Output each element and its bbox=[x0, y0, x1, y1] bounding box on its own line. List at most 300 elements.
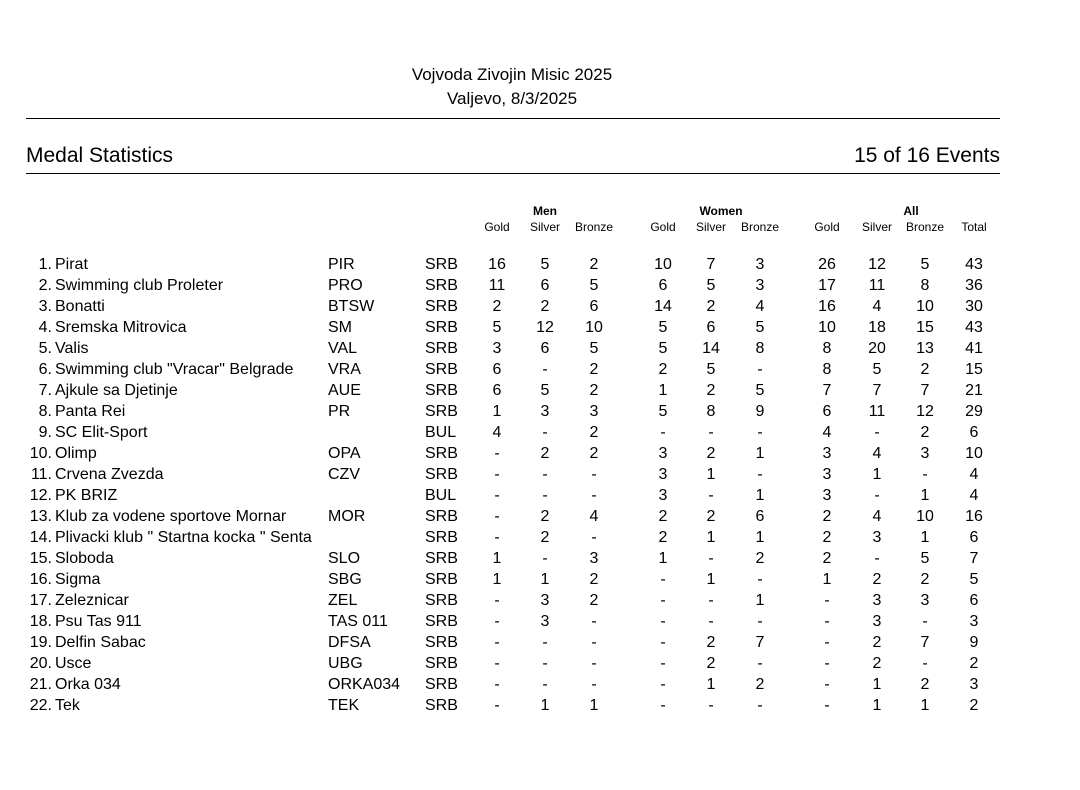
cell-women-gold: - bbox=[660, 697, 666, 714]
cell-women-bronze: 9 bbox=[755, 403, 765, 420]
cell-all-silver: 3 bbox=[872, 529, 882, 546]
cell-women-silver: - bbox=[708, 487, 714, 504]
row-code: VRA bbox=[328, 361, 361, 378]
table-row bbox=[0, 506, 1080, 527]
row-country: SRB bbox=[425, 277, 458, 294]
cell-women-bronze: 8 bbox=[755, 340, 765, 357]
cell-women-bronze: 7 bbox=[755, 634, 765, 651]
cell-all-bronze: 2 bbox=[920, 571, 930, 588]
cell-all-gold: 6 bbox=[822, 403, 832, 420]
row-country: SRB bbox=[425, 340, 458, 357]
cell-all-silver: 20 bbox=[868, 340, 886, 357]
row-team: Bonatti bbox=[55, 298, 105, 315]
cell-total: 43 bbox=[965, 256, 983, 273]
cell-women-silver: - bbox=[708, 592, 714, 609]
cell-men-gold: - bbox=[494, 592, 500, 609]
cell-all-bronze: - bbox=[922, 655, 928, 672]
cell-total: 4 bbox=[969, 466, 979, 483]
col-header-women-bronze: Bronze bbox=[740, 220, 780, 234]
cell-total: 3 bbox=[969, 613, 979, 630]
row-country: SRB bbox=[425, 508, 458, 525]
table-row bbox=[0, 632, 1080, 653]
cell-women-gold: - bbox=[660, 655, 666, 672]
row-rank: 18. bbox=[29, 613, 52, 630]
row-team: Klub za vodene sportove Mornar bbox=[55, 508, 287, 525]
row-rank: 4. bbox=[38, 319, 52, 336]
cell-total: 10 bbox=[965, 445, 983, 462]
row-team: Valis bbox=[55, 340, 89, 357]
cell-men-gold: 16 bbox=[488, 256, 506, 273]
cell-women-silver: - bbox=[708, 550, 714, 567]
cell-all-silver: 3 bbox=[872, 592, 882, 609]
row-country: SRB bbox=[425, 403, 458, 420]
row-country: BUL bbox=[425, 487, 457, 504]
row-country: SRB bbox=[425, 256, 458, 273]
row-country: SRB bbox=[425, 319, 458, 336]
cell-women-gold: 1 bbox=[658, 382, 668, 399]
cell-all-bronze: 10 bbox=[916, 298, 934, 315]
cell-men-gold: - bbox=[494, 529, 500, 546]
row-team: Crvena Zvezda bbox=[55, 466, 164, 483]
cell-women-gold: 3 bbox=[658, 487, 668, 504]
cell-men-silver: - bbox=[542, 655, 548, 672]
medal-table bbox=[0, 254, 1080, 716]
cell-women-silver: 2 bbox=[706, 508, 716, 525]
cell-men-silver: 12 bbox=[536, 319, 554, 336]
cell-total: 9 bbox=[969, 634, 979, 651]
cell-men-gold: 4 bbox=[492, 424, 502, 441]
cell-men-bronze: 5 bbox=[589, 340, 599, 357]
cell-men-silver: 2 bbox=[540, 298, 550, 315]
cell-women-silver: 2 bbox=[706, 382, 716, 399]
cell-women-bronze: 1 bbox=[755, 529, 765, 546]
cell-men-bronze: - bbox=[591, 613, 597, 630]
cell-all-gold: 2 bbox=[822, 529, 832, 546]
row-code: PIR bbox=[328, 256, 355, 273]
row-team: Delfin Sabac bbox=[55, 634, 146, 651]
cell-men-gold: - bbox=[494, 697, 500, 714]
cell-all-gold: 2 bbox=[822, 550, 832, 567]
row-code: VAL bbox=[328, 340, 358, 357]
cell-women-gold: 5 bbox=[658, 319, 668, 336]
cell-men-bronze: - bbox=[591, 466, 597, 483]
cell-total: 6 bbox=[969, 592, 979, 609]
row-country: SRB bbox=[425, 592, 458, 609]
cell-all-silver: - bbox=[874, 424, 880, 441]
cell-all-bronze: 5 bbox=[920, 256, 930, 273]
cell-all-silver: 3 bbox=[872, 613, 882, 630]
cell-women-bronze: 3 bbox=[755, 256, 765, 273]
cell-women-gold: 5 bbox=[658, 403, 668, 420]
cell-women-silver: 2 bbox=[706, 634, 716, 651]
cell-women-gold: - bbox=[660, 592, 666, 609]
cell-women-silver: 2 bbox=[706, 445, 716, 462]
row-country: SRB bbox=[425, 550, 458, 567]
row-rank: 12. bbox=[29, 487, 52, 504]
cell-all-bronze: 10 bbox=[916, 508, 934, 525]
table-row bbox=[0, 401, 1080, 422]
cell-all-silver: 2 bbox=[872, 655, 882, 672]
cell-women-silver: 8 bbox=[706, 403, 716, 420]
cell-women-bronze: - bbox=[757, 466, 763, 483]
row-team: Pirat bbox=[55, 256, 88, 273]
row-team: PK BRIZ bbox=[55, 487, 118, 504]
cell-men-gold: - bbox=[494, 466, 500, 483]
cell-men-silver: 2 bbox=[540, 529, 550, 546]
cell-all-gold: 7 bbox=[822, 382, 832, 399]
cell-all-gold: 3 bbox=[822, 466, 832, 483]
table-row bbox=[0, 443, 1080, 464]
cell-women-silver: 5 bbox=[706, 277, 716, 294]
cell-men-bronze: 1 bbox=[589, 697, 599, 714]
row-code: AUE bbox=[328, 382, 361, 399]
cell-men-bronze: 2 bbox=[589, 382, 599, 399]
row-rank: 13. bbox=[29, 508, 52, 525]
row-rank: 3. bbox=[38, 298, 52, 315]
row-team: Ajkule sa Djetinje bbox=[55, 382, 178, 399]
cell-all-bronze: 7 bbox=[920, 382, 930, 399]
cell-all-bronze: 7 bbox=[920, 634, 930, 651]
cell-all-silver: 12 bbox=[868, 256, 886, 273]
cell-all-gold: - bbox=[824, 613, 830, 630]
row-code: SLO bbox=[328, 550, 361, 567]
table-row bbox=[0, 338, 1080, 359]
cell-all-silver: 11 bbox=[868, 403, 886, 420]
cell-women-bronze: 2 bbox=[755, 550, 765, 567]
row-rank: 21. bbox=[29, 676, 52, 693]
cell-men-bronze: 2 bbox=[589, 424, 599, 441]
cell-all-gold: 16 bbox=[818, 298, 836, 315]
row-team: Olimp bbox=[55, 445, 97, 462]
table-row bbox=[0, 527, 1080, 548]
row-team: Psu Tas 911 bbox=[55, 613, 142, 630]
cell-all-gold: 8 bbox=[822, 340, 832, 357]
cell-all-silver: 5 bbox=[872, 361, 882, 378]
cell-all-bronze: 8 bbox=[920, 277, 930, 294]
cell-men-silver: - bbox=[542, 550, 548, 567]
cell-men-silver: 3 bbox=[540, 592, 550, 609]
cell-men-gold: 11 bbox=[488, 277, 506, 294]
table-row bbox=[0, 674, 1080, 695]
header-divider bbox=[26, 118, 1000, 119]
cell-all-bronze: 12 bbox=[916, 403, 934, 420]
cell-men-bronze: 3 bbox=[589, 550, 599, 567]
row-team: Orka 034 bbox=[55, 676, 121, 693]
row-country: SRB bbox=[425, 529, 458, 546]
cell-men-silver: - bbox=[542, 634, 548, 651]
row-team: Sloboda bbox=[55, 550, 114, 567]
cell-men-bronze: 6 bbox=[589, 298, 599, 315]
meet-title: Vojvoda Zivojin Misic 2025 bbox=[411, 65, 613, 84]
cell-all-gold: 3 bbox=[822, 487, 832, 504]
cell-all-gold: - bbox=[824, 634, 830, 651]
cell-men-silver: - bbox=[542, 487, 548, 504]
cell-women-silver: 7 bbox=[706, 256, 716, 273]
cell-men-gold: 6 bbox=[492, 382, 502, 399]
cell-women-bronze: - bbox=[757, 655, 763, 672]
row-rank: 7. bbox=[38, 382, 52, 399]
table-row bbox=[0, 296, 1080, 317]
cell-total: 2 bbox=[969, 697, 979, 714]
cell-women-gold: 3 bbox=[658, 445, 668, 462]
cell-women-gold: 10 bbox=[654, 256, 672, 273]
row-country: SRB bbox=[425, 466, 458, 483]
row-rank: 14. bbox=[29, 529, 52, 546]
cell-men-silver: - bbox=[542, 424, 548, 441]
cell-all-bronze: 2 bbox=[920, 676, 930, 693]
cell-all-silver: 4 bbox=[872, 298, 882, 315]
row-team: Zeleznicar bbox=[55, 592, 129, 609]
cell-women-bronze: 3 bbox=[755, 277, 765, 294]
row-team: Usce bbox=[55, 655, 92, 672]
group-header-women: Women bbox=[699, 204, 743, 218]
row-country: SRB bbox=[425, 571, 458, 588]
cell-all-silver: 2 bbox=[872, 571, 882, 588]
cell-women-bronze: 2 bbox=[755, 676, 765, 693]
cell-total: 6 bbox=[969, 529, 979, 546]
cell-women-gold: 1 bbox=[658, 550, 668, 567]
events-count: 15 of 16 Events bbox=[854, 144, 1000, 167]
row-code: SBG bbox=[328, 571, 362, 588]
cell-men-silver: - bbox=[542, 361, 548, 378]
cell-men-silver: 5 bbox=[540, 256, 550, 273]
cell-all-bronze: 3 bbox=[920, 592, 930, 609]
row-rank: 15. bbox=[29, 550, 52, 567]
row-rank: 22. bbox=[29, 697, 52, 714]
row-rank: 2. bbox=[38, 277, 52, 294]
cell-all-gold: 10 bbox=[818, 319, 836, 336]
row-country: SRB bbox=[425, 382, 458, 399]
table-row bbox=[0, 317, 1080, 338]
cell-women-gold: 14 bbox=[654, 298, 672, 315]
table-row bbox=[0, 275, 1080, 296]
section-divider bbox=[26, 173, 1000, 174]
row-country: SRB bbox=[425, 613, 458, 630]
row-rank: 10. bbox=[29, 445, 52, 462]
row-country: SRB bbox=[425, 676, 458, 693]
cell-women-bronze: 6 bbox=[755, 508, 765, 525]
cell-men-bronze: 2 bbox=[589, 361, 599, 378]
cell-all-silver: - bbox=[874, 550, 880, 567]
cell-men-silver: 3 bbox=[540, 403, 550, 420]
cell-women-silver: - bbox=[708, 697, 714, 714]
cell-all-bronze: 1 bbox=[920, 697, 930, 714]
cell-men-silver: 6 bbox=[540, 340, 550, 357]
col-header-men-gold: Gold bbox=[484, 220, 510, 234]
row-country: SRB bbox=[425, 655, 458, 672]
cell-all-gold: 8 bbox=[822, 361, 832, 378]
cell-men-gold: 1 bbox=[492, 571, 502, 588]
cell-men-bronze: 10 bbox=[585, 319, 603, 336]
cell-women-bronze: 5 bbox=[755, 382, 765, 399]
cell-total: 41 bbox=[965, 340, 983, 357]
cell-women-bronze: - bbox=[757, 424, 763, 441]
meet-subtitle: Valjevo, 8/3/2025 bbox=[446, 89, 578, 108]
cell-women-gold: - bbox=[660, 571, 666, 588]
cell-women-silver: 14 bbox=[702, 340, 720, 357]
cell-total: 36 bbox=[965, 277, 983, 294]
table-row bbox=[0, 359, 1080, 380]
cell-men-bronze: 3 bbox=[589, 403, 599, 420]
row-country: SRB bbox=[425, 298, 458, 315]
row-rank: 17. bbox=[29, 592, 52, 609]
cell-all-silver: 1 bbox=[872, 466, 882, 483]
row-country: SRB bbox=[425, 445, 458, 462]
row-code: OPA bbox=[328, 445, 361, 462]
cell-men-silver: - bbox=[542, 676, 548, 693]
cell-men-gold: 1 bbox=[492, 550, 502, 567]
section-title: Medal Statistics bbox=[26, 144, 174, 167]
cell-men-silver: 1 bbox=[540, 571, 550, 588]
row-country: SRB bbox=[425, 634, 458, 651]
row-code: ORKA034 bbox=[328, 676, 401, 693]
row-code: PRO bbox=[328, 277, 363, 294]
cell-women-gold: 6 bbox=[658, 277, 668, 294]
table-row bbox=[0, 590, 1080, 611]
cell-men-gold: 6 bbox=[492, 361, 502, 378]
cell-all-silver: 11 bbox=[868, 277, 886, 294]
cell-all-silver: 7 bbox=[872, 382, 882, 399]
cell-women-silver: 1 bbox=[706, 529, 716, 546]
cell-women-gold: - bbox=[660, 634, 666, 651]
cell-all-gold: - bbox=[824, 655, 830, 672]
cell-all-gold: 2 bbox=[822, 508, 832, 525]
col-header-women-gold: Gold bbox=[650, 220, 676, 234]
cell-men-bronze: 2 bbox=[589, 571, 599, 588]
cell-women-bronze: - bbox=[757, 613, 763, 630]
row-country: SRB bbox=[425, 697, 458, 714]
row-team: Swimming club Proleter bbox=[55, 277, 224, 294]
row-rank: 19. bbox=[29, 634, 52, 651]
cell-total: 5 bbox=[969, 571, 979, 588]
col-header-all-gold: Gold bbox=[814, 220, 840, 234]
cell-women-bronze: 5 bbox=[755, 319, 765, 336]
row-rank: 20. bbox=[29, 655, 52, 672]
cell-total: 4 bbox=[969, 487, 979, 504]
row-rank: 5. bbox=[38, 340, 52, 357]
cell-men-silver: 6 bbox=[540, 277, 550, 294]
cell-men-silver: 2 bbox=[540, 445, 550, 462]
cell-men-gold: 1 bbox=[492, 403, 502, 420]
row-team: Sigma bbox=[55, 571, 101, 588]
cell-women-silver: 1 bbox=[706, 676, 716, 693]
cell-total: 2 bbox=[969, 655, 979, 672]
cell-all-bronze: 15 bbox=[916, 319, 934, 336]
cell-men-bronze: 2 bbox=[589, 592, 599, 609]
cell-all-silver: 2 bbox=[872, 634, 882, 651]
row-code: PR bbox=[328, 403, 351, 420]
cell-men-gold: - bbox=[494, 445, 500, 462]
row-team: Panta Rei bbox=[55, 403, 126, 420]
row-code: CZV bbox=[328, 466, 360, 483]
cell-men-gold: - bbox=[494, 487, 500, 504]
row-code: SM bbox=[328, 319, 352, 336]
cell-women-bronze: 1 bbox=[755, 445, 765, 462]
cell-men-silver: 2 bbox=[540, 508, 550, 525]
cell-all-gold: 1 bbox=[822, 571, 832, 588]
cell-women-silver: - bbox=[708, 613, 714, 630]
group-header-men: Men bbox=[533, 204, 557, 218]
cell-all-silver: 4 bbox=[872, 445, 882, 462]
row-team: Tek bbox=[55, 697, 80, 714]
cell-all-silver: - bbox=[874, 487, 880, 504]
cell-men-gold: 3 bbox=[492, 340, 502, 357]
cell-women-bronze: 1 bbox=[755, 592, 765, 609]
cell-all-bronze: 5 bbox=[920, 550, 930, 567]
cell-men-bronze: 2 bbox=[589, 445, 599, 462]
cell-all-gold: 4 bbox=[822, 424, 832, 441]
cell-men-gold: - bbox=[494, 508, 500, 525]
cell-all-gold: - bbox=[824, 697, 830, 714]
table-row bbox=[0, 548, 1080, 569]
cell-men-bronze: - bbox=[591, 655, 597, 672]
col-header-women-silver: Silver bbox=[695, 220, 726, 234]
row-code: TAS 011 bbox=[328, 613, 388, 630]
row-rank: 16. bbox=[29, 571, 52, 588]
cell-women-bronze: - bbox=[757, 361, 763, 378]
row-country: BUL bbox=[425, 424, 457, 441]
cell-all-bronze: 1 bbox=[920, 487, 930, 504]
cell-all-bronze: 2 bbox=[920, 361, 930, 378]
cell-total: 29 bbox=[965, 403, 983, 420]
row-team: Sremska Mitrovica bbox=[55, 319, 187, 336]
cell-men-bronze: - bbox=[591, 676, 597, 693]
table-row bbox=[0, 485, 1080, 506]
cell-total: 6 bbox=[969, 424, 979, 441]
row-rank: 9. bbox=[38, 424, 52, 441]
cell-women-gold: - bbox=[660, 424, 666, 441]
cell-total: 16 bbox=[965, 508, 983, 525]
cell-men-silver: 3 bbox=[540, 613, 550, 630]
cell-all-gold: 17 bbox=[818, 277, 836, 294]
col-header-all-bronze: Bronze bbox=[905, 220, 945, 234]
cell-all-bronze: 3 bbox=[920, 445, 930, 462]
table-row bbox=[0, 653, 1080, 674]
cell-men-bronze: - bbox=[591, 634, 597, 651]
cell-total: 30 bbox=[965, 298, 983, 315]
cell-men-gold: - bbox=[494, 613, 500, 630]
cell-all-bronze: - bbox=[922, 613, 928, 630]
table-row bbox=[0, 569, 1080, 590]
cell-women-bronze: - bbox=[757, 571, 763, 588]
cell-women-silver: 1 bbox=[706, 571, 716, 588]
cell-all-gold: 3 bbox=[822, 445, 832, 462]
group-header-all: All bbox=[903, 204, 919, 218]
row-code: ZEL bbox=[328, 592, 358, 609]
cell-men-gold: - bbox=[494, 655, 500, 672]
cell-all-gold: - bbox=[824, 676, 830, 693]
cell-women-silver: 2 bbox=[706, 655, 716, 672]
row-code: BTSW bbox=[328, 298, 375, 315]
cell-all-silver: 1 bbox=[872, 697, 882, 714]
row-team: SC Elit-Sport bbox=[55, 424, 148, 441]
cell-women-gold: 2 bbox=[658, 529, 668, 546]
table-row bbox=[0, 611, 1080, 632]
cell-all-bronze: - bbox=[922, 466, 928, 483]
cell-women-bronze: 4 bbox=[755, 298, 765, 315]
cell-women-silver: 2 bbox=[706, 298, 716, 315]
cell-women-bronze: - bbox=[757, 697, 763, 714]
row-code: MOR bbox=[328, 508, 366, 525]
row-rank: 6. bbox=[38, 361, 52, 378]
row-team: Plivacki klub " Startna kocka " Senta bbox=[55, 529, 312, 546]
cell-all-bronze: 13 bbox=[916, 340, 934, 357]
cell-total: 21 bbox=[965, 382, 983, 399]
table-row bbox=[0, 464, 1080, 485]
row-country: SRB bbox=[425, 361, 458, 378]
cell-women-silver: 5 bbox=[706, 361, 716, 378]
row-code: TEK bbox=[328, 697, 360, 714]
